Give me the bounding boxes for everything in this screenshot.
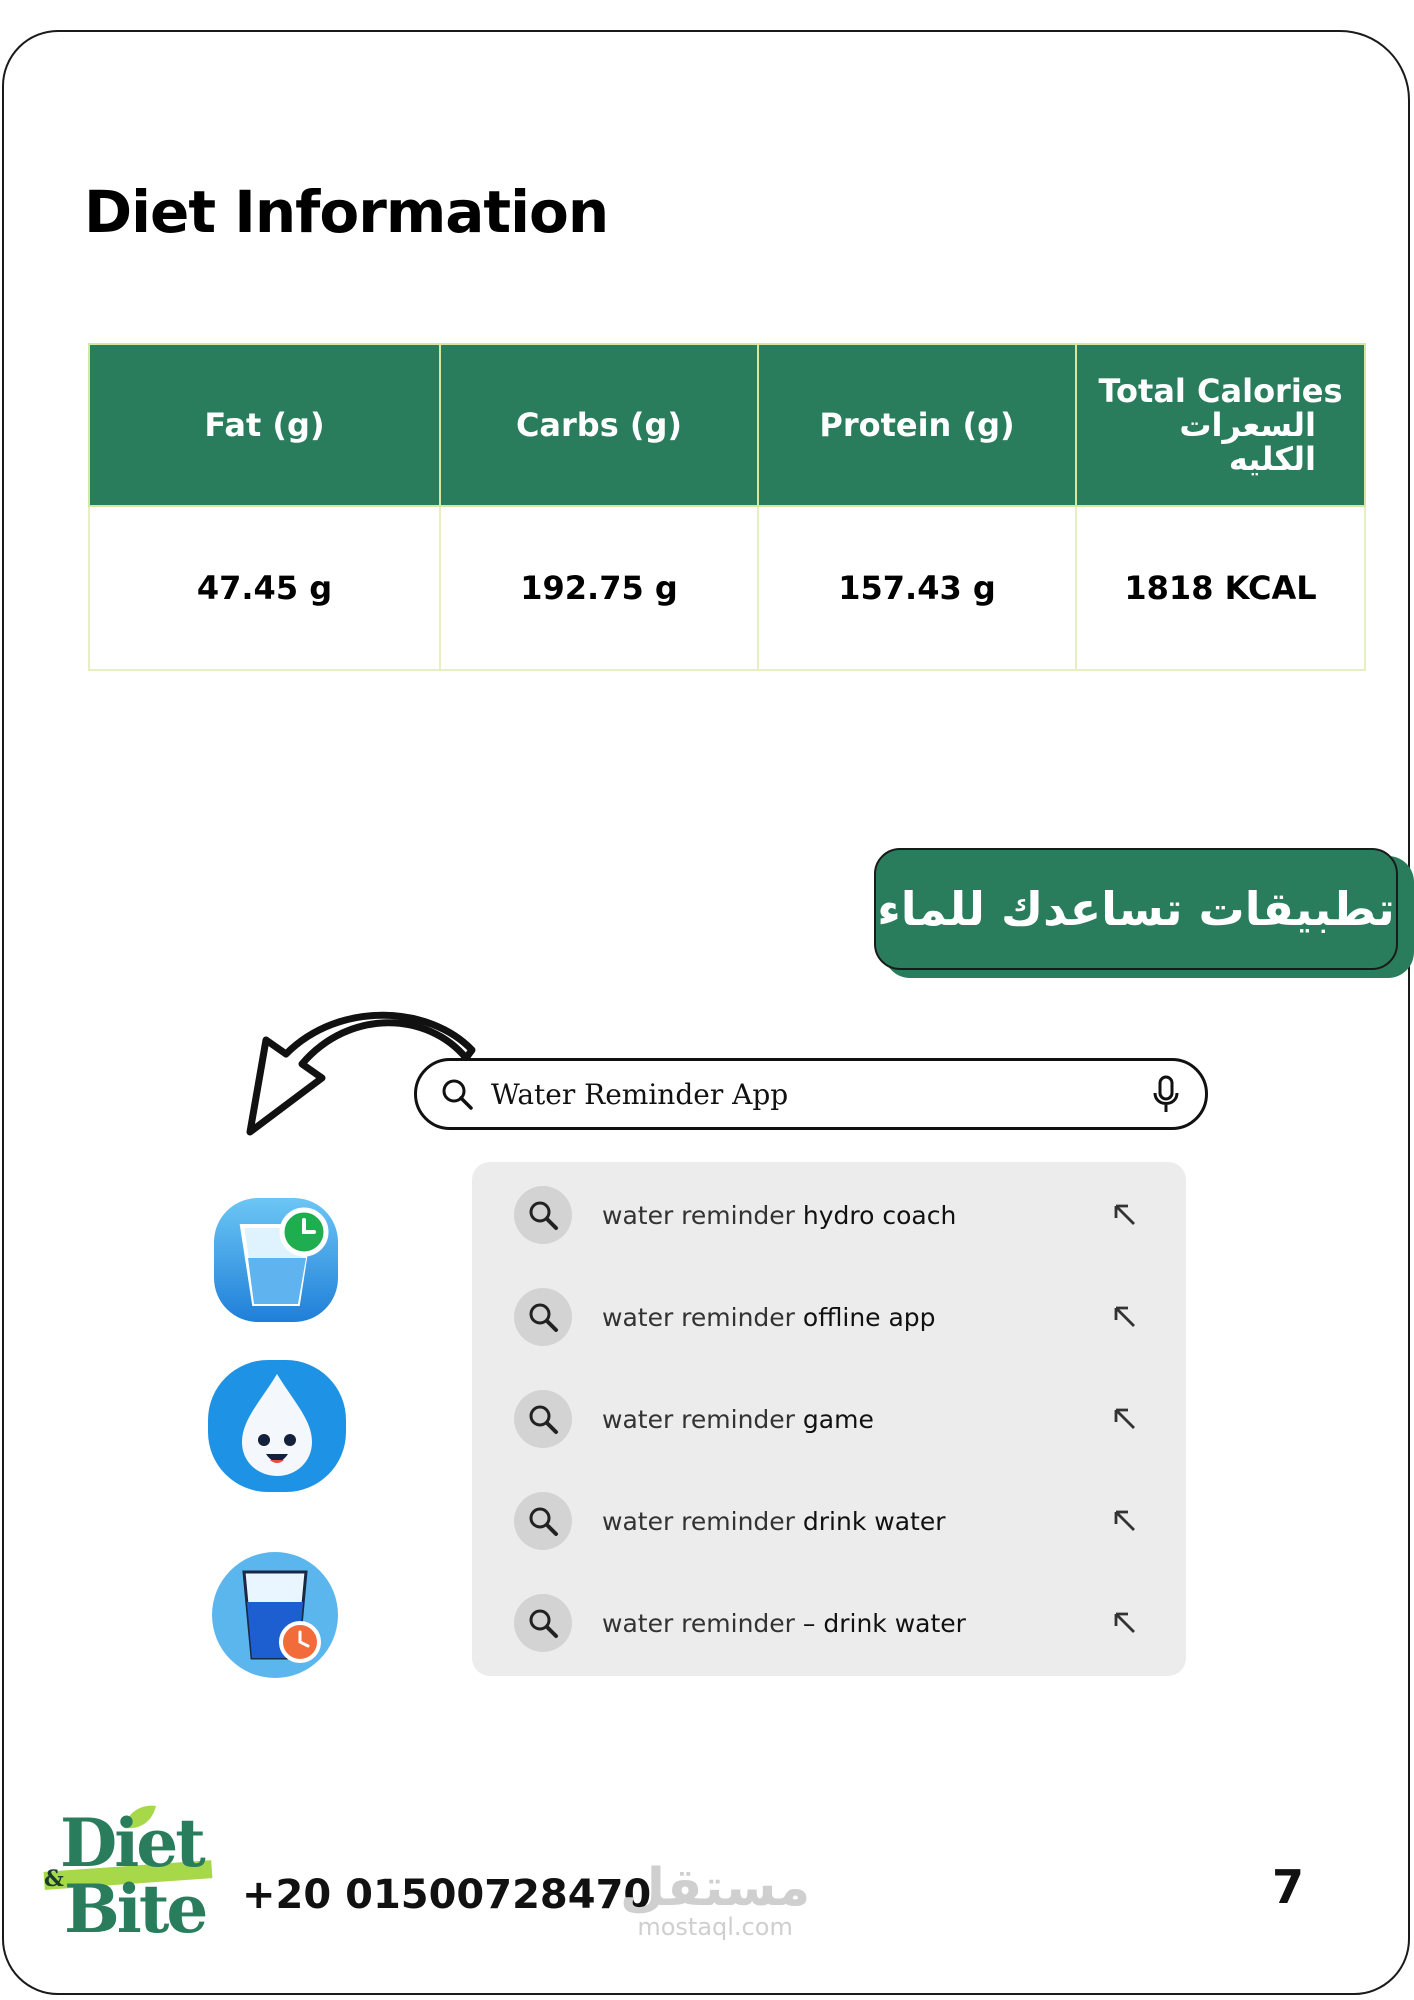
- arrow-up-left-icon[interactable]: [1112, 1508, 1138, 1534]
- water-drop-face-app-icon[interactable]: [206, 1358, 348, 1494]
- suggestion-label: water reminder – drink water: [602, 1608, 966, 1638]
- page-number: 7: [1272, 1860, 1305, 1914]
- diet-bite-logo: [40, 1800, 220, 1950]
- suggestion-label: water reminder hydro coach: [602, 1200, 957, 1230]
- phone-number[interactable]: +20 01500728470: [242, 1872, 652, 1918]
- page-title: Diet Information: [84, 178, 609, 246]
- search-query-text[interactable]: Water Reminder App: [491, 1077, 789, 1111]
- water-glass-alarm-app-icon[interactable]: [208, 1550, 342, 1680]
- watermark-arabic: مستقل: [620, 1858, 811, 1918]
- suggestion-search-icon: [514, 1390, 572, 1448]
- logo-word-bite: Bite: [64, 1870, 206, 1948]
- arrow-up-left-icon[interactable]: [1112, 1406, 1138, 1432]
- logo-word-diet: Diet: [60, 1804, 203, 1882]
- value-protein: 157.43 g: [758, 506, 1076, 670]
- watermark-url: mostaql.com: [637, 1913, 793, 1941]
- suggestion-item[interactable]: [472, 1185, 1186, 1245]
- table-header-row: [89, 344, 1365, 506]
- suggestion-label: water reminder drink water: [602, 1506, 946, 1536]
- header-calories: [1076, 344, 1365, 506]
- suggestion-search-icon: [514, 1492, 572, 1550]
- suggestion-search-icon: [514, 1288, 572, 1346]
- arrow-up-left-icon[interactable]: [1112, 1202, 1138, 1228]
- suggestion-item[interactable]: [472, 1491, 1186, 1551]
- header-protein: Protein (g): [758, 344, 1076, 506]
- suggestion-label: water reminder game: [602, 1404, 874, 1434]
- header-calories-en: Total Calories: [1098, 372, 1343, 410]
- arrow-up-left-icon[interactable]: [1112, 1610, 1138, 1636]
- watermark: [620, 1858, 811, 1941]
- suggestion-item[interactable]: [472, 1593, 1186, 1653]
- value-calories: 1818 KCAL: [1076, 506, 1365, 670]
- microphone-icon[interactable]: [1149, 1074, 1183, 1114]
- header-calories-ar: السعرات الكليه: [1179, 406, 1316, 478]
- search-icon: [439, 1076, 475, 1112]
- water-glass-clock-app-icon[interactable]: [212, 1196, 342, 1326]
- suggestion-search-icon: [514, 1594, 572, 1652]
- header-carbs: Carbs (g): [440, 344, 758, 506]
- page-frame: [2, 30, 1410, 1995]
- arrow-up-left-icon[interactable]: [1112, 1304, 1138, 1330]
- value-carbs: 192.75 g: [440, 506, 758, 670]
- suggestion-search-icon: [514, 1186, 572, 1244]
- suggestion-label: water reminder offline app: [602, 1302, 936, 1332]
- diet-table: [88, 343, 1366, 671]
- search-suggestions: [472, 1162, 1186, 1676]
- table-row: [89, 506, 1365, 670]
- value-fat: 47.45 g: [89, 506, 440, 670]
- water-apps-banner: تطبيقات تساعدك للماء: [874, 848, 1398, 970]
- suggestion-item[interactable]: [472, 1287, 1186, 1347]
- logo-ampersand: &: [44, 1866, 64, 1892]
- header-fat: Fat (g): [89, 344, 440, 506]
- search-bar[interactable]: [414, 1058, 1208, 1130]
- suggestion-item[interactable]: [472, 1389, 1186, 1449]
